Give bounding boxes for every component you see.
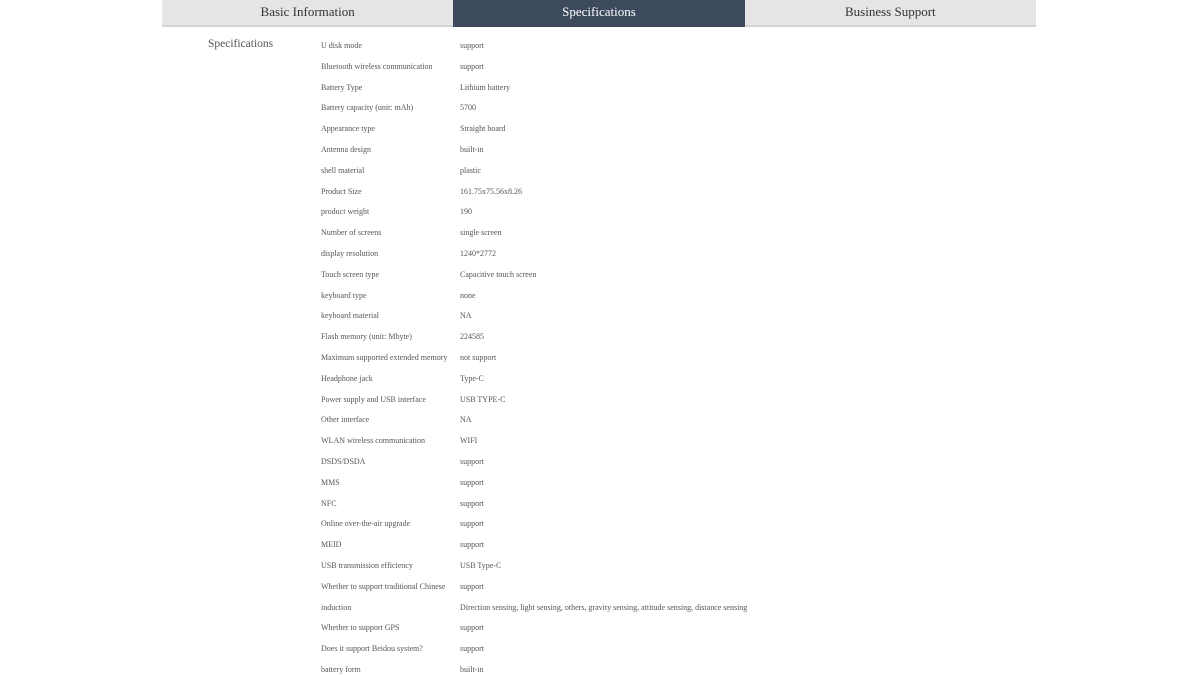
spec-table	[321, 36, 1021, 675]
spec-value: single screen	[460, 228, 502, 238]
spec-key: Battery capacity (unit: mAh)	[321, 103, 414, 113]
spec-key: Flash memory (unit: Mbyte)	[321, 332, 412, 342]
spec-key: Whether to support GPS	[321, 623, 400, 633]
spec-key: Battery Type	[321, 82, 363, 92]
spec-row	[321, 140, 1021, 161]
spec-row	[321, 431, 1021, 452]
spec-row	[321, 161, 1021, 182]
spec-key: Online over-the-air upgrade	[321, 519, 411, 529]
spec-value: none	[460, 290, 476, 300]
spec-row	[321, 514, 1021, 535]
spec-row	[321, 36, 1021, 57]
spec-row	[321, 473, 1021, 494]
spec-value: support	[460, 498, 484, 508]
spec-row	[321, 78, 1021, 99]
spec-row	[321, 598, 1021, 619]
spec-row	[321, 639, 1021, 660]
spec-key: product weight	[321, 207, 370, 217]
spec-row	[321, 348, 1021, 369]
spec-key: Number of screens	[321, 228, 382, 238]
spec-key: DSDS/DSDA	[321, 456, 366, 466]
spec-key: Other interface	[321, 415, 370, 425]
spec-value: 5700	[460, 103, 476, 113]
spec-key: WLAN wireless communication	[321, 436, 425, 446]
spec-value: Lithium battery	[460, 82, 510, 92]
spec-row	[321, 369, 1021, 390]
spec-key: Appearance type	[321, 124, 375, 134]
spec-key: display resolution	[321, 248, 379, 258]
spec-value: support	[460, 456, 484, 466]
spec-key: Touch screen type	[321, 269, 380, 279]
spec-value: 161.75x75.56x8.26	[460, 186, 522, 196]
spec-value: 224585	[460, 332, 484, 342]
spec-row	[321, 577, 1021, 598]
spec-row	[321, 202, 1021, 223]
spec-row	[321, 119, 1021, 140]
spec-value: support	[460, 519, 484, 529]
spec-key: Product Size	[321, 186, 362, 196]
spec-key: battery form	[321, 664, 361, 674]
spec-value: NA	[460, 415, 472, 425]
spec-key: Bluetooth wireless communication	[321, 61, 433, 71]
spec-value: 190	[460, 207, 472, 217]
spec-row	[321, 535, 1021, 556]
tab-business-support[interactable]: Business Support	[745, 0, 1036, 27]
tab-bar	[162, 0, 1036, 27]
spec-value: support	[460, 61, 484, 71]
spec-row	[321, 327, 1021, 348]
spec-key: keyboard type	[321, 290, 367, 300]
spec-row	[321, 286, 1021, 307]
spec-row	[321, 265, 1021, 286]
spec-row	[321, 244, 1021, 265]
spec-key: USB transmission efficiency	[321, 560, 413, 570]
spec-key: U disk mode	[321, 41, 362, 50]
spec-value: 1240*2772	[460, 248, 496, 258]
spec-value: Type-C	[460, 373, 484, 383]
spec-key: shell material	[321, 165, 365, 175]
spec-value: built-in	[460, 144, 484, 154]
spec-row	[321, 452, 1021, 473]
spec-key: NFC	[321, 498, 337, 508]
spec-row	[321, 556, 1021, 577]
spec-row	[321, 182, 1021, 203]
spec-key: Headphone jack	[321, 373, 373, 383]
spec-value: support	[460, 581, 484, 591]
spec-value: NA	[460, 311, 472, 321]
spec-value: USB Type-C	[460, 560, 502, 570]
spec-value: plastic	[460, 165, 481, 175]
spec-key: Antenna design	[321, 144, 371, 154]
spec-key: Power supply and USB interface	[321, 394, 426, 404]
spec-key: Maximum supported extended memory	[321, 352, 448, 362]
spec-value: support	[460, 540, 484, 550]
spec-value: Straight board	[460, 124, 506, 134]
spec-row	[321, 306, 1021, 327]
spec-row	[321, 494, 1021, 515]
spec-value: support	[460, 477, 484, 487]
spec-row	[321, 223, 1021, 244]
spec-key: MEID	[321, 540, 342, 550]
tab-basic-information[interactable]: Basic Information	[162, 0, 453, 27]
spec-row	[321, 98, 1021, 119]
spec-value: support	[460, 623, 484, 633]
spec-key: Does it support Beidou system?	[321, 644, 423, 654]
spec-value: support	[460, 644, 484, 654]
spec-row	[321, 410, 1021, 431]
spec-row	[321, 660, 1021, 675]
spec-key: MMS	[321, 477, 340, 487]
spec-row	[321, 390, 1021, 411]
section-label: Specifications	[208, 38, 274, 50]
spec-key: induction	[321, 602, 352, 612]
tab-specifications[interactable]: Specifications	[453, 0, 744, 27]
spec-value: Direction sensing, light sensing, others, gravity sensing, attitude sensing, distance sensing	[460, 602, 748, 612]
spec-key: keyboard material	[321, 311, 379, 321]
spec-value: support	[460, 41, 484, 50]
spec-row	[321, 57, 1021, 78]
spec-value: WIFI	[460, 436, 478, 446]
spec-row	[321, 618, 1021, 639]
spec-value: Capacitive touch screen	[460, 269, 537, 279]
spec-value: not support	[460, 352, 497, 362]
spec-value: USB TYPE-C	[460, 394, 506, 404]
spec-key: Whether to support traditional Chinese	[321, 581, 446, 591]
spec-value: built-in	[460, 664, 484, 674]
